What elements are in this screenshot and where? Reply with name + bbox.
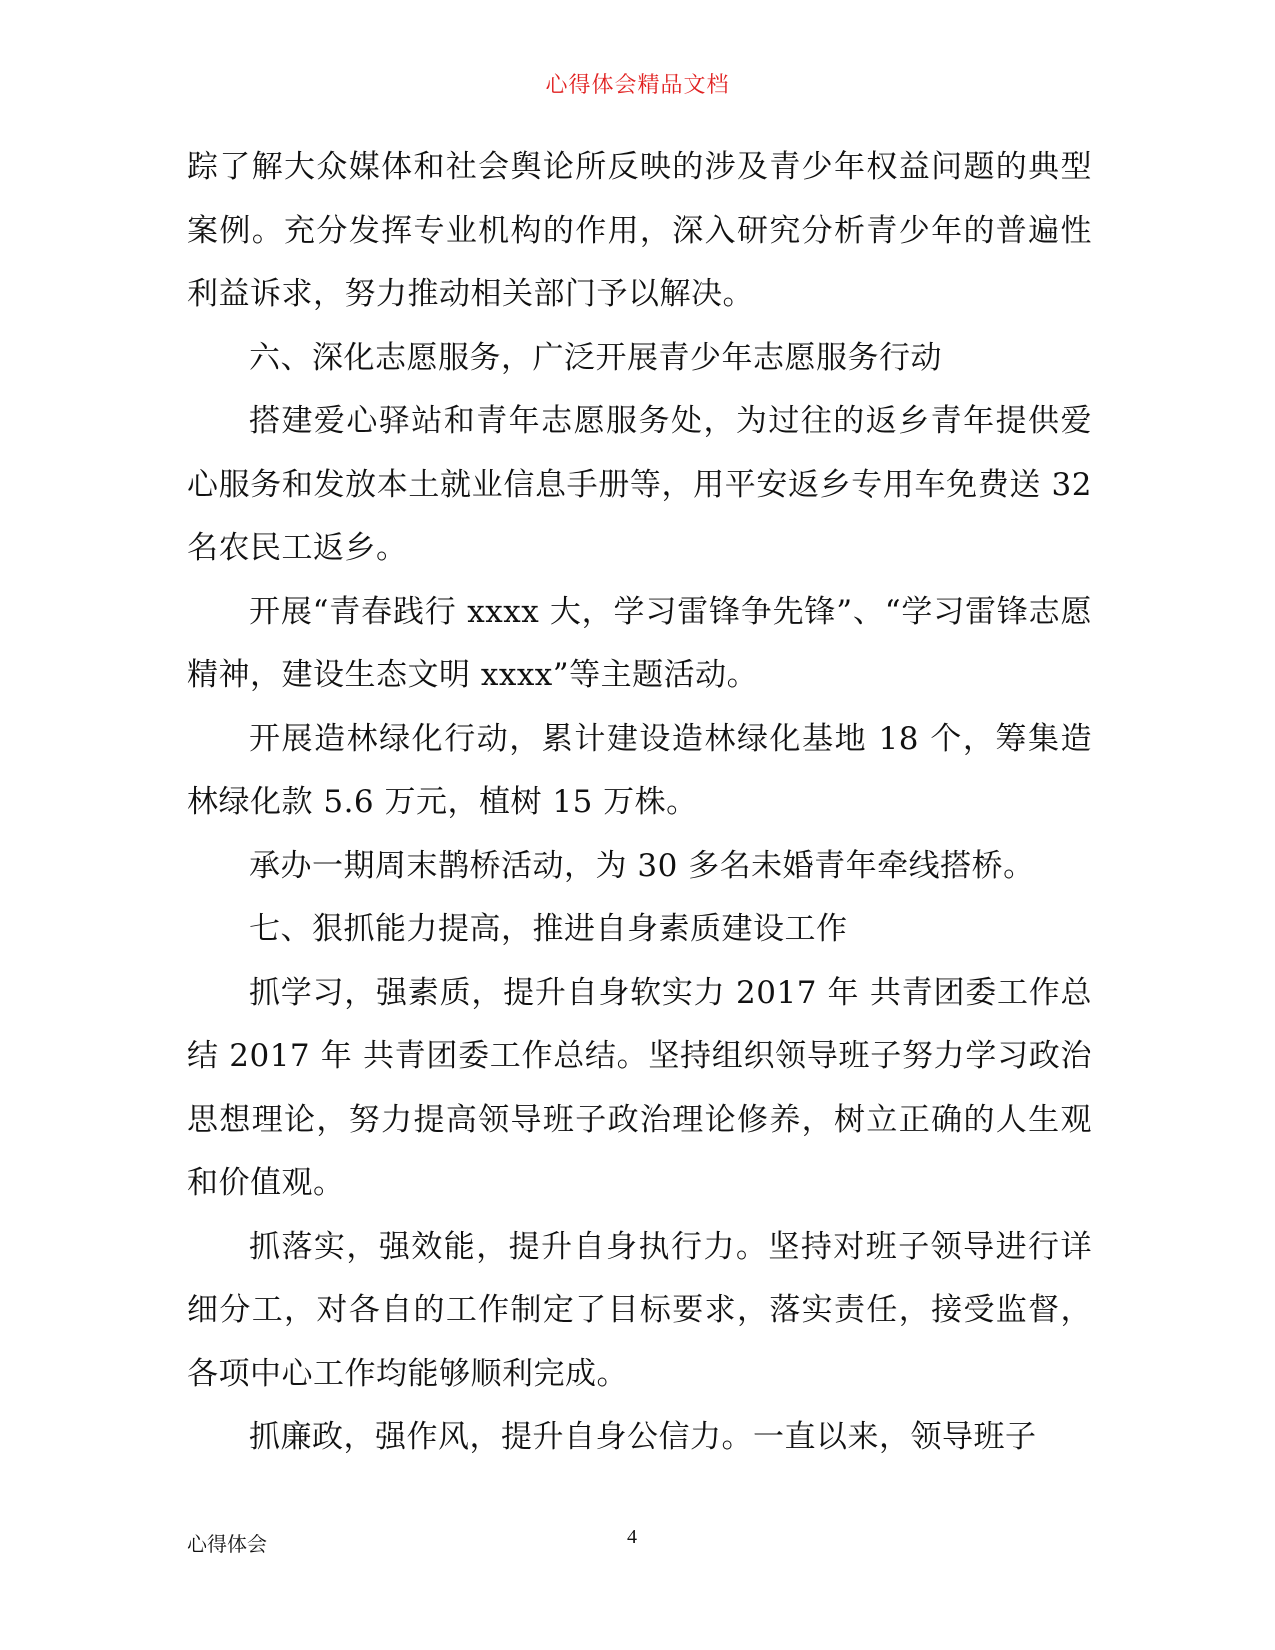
paragraph: 抓廉政，强作风，提升自身公信力。一直以来，领导班子 (249, 1419, 1037, 1455)
paragraph: 开展造林绿化行动，累计建设造林绿化基地 18 个，筹集造林绿化款 5.6 万元，植树 15 万株。 (187, 720, 1092, 820)
footer-label: 心得体会 (187, 1532, 267, 1556)
paragraph: 开展“青春践行 xxxx 大，学习雷锋争先锋”、“学习雷锋志愿精神，建设生态文明 xxxx”等主题活动。 (187, 593, 1092, 693)
document-header-title: 心得体会精品文档 (545, 73, 730, 98)
page-number: 4 (627, 1526, 637, 1548)
paragraph: 抓落实，强效能，提升自身执行力。坚持对班子领导进行详细分工，对各自的工作制定了目标要求，落实责任，接受监督，各项中心工作均能够顺利完成。 (187, 1228, 1092, 1392)
paragraph: 承办一期周末鹊桥活动，为 30 多名未婚青年牵线搭桥。 (249, 847, 1035, 884)
section-heading-six: 六、深化志愿服务，广泛开展青少年志愿服务行动 (249, 339, 942, 376)
section-heading-seven: 七、狠抓能力提高，推进自身素质建设工作 (249, 911, 848, 947)
paragraph: 抓学习，强素质，提升自身软实力 2017 年 共青团委工作总结 2017 年 共青团委工作总结。坚持组织领导班子努力学习政治思想理论，努力提高领导班子政治理论修养，树立正确的人生观和价值观。 (187, 974, 1092, 1201)
paragraph-continuation: 踪了解大众媒体和社会舆论所反映的涉及青少年权益问题的典型案例。充分发挥专业机构的作用，深入研究分析青少年的普遍性利益诉求，努力推动相关部门予以解决。 (187, 149, 1092, 312)
paragraph: 搭建爱心驿站和青年志愿服务处，为过往的返乡青年提供爱心服务和发放本土就业信息手册等，用平安返乡专用车免费送 32 名农民工返乡。 (187, 403, 1092, 566)
document-body (187, 136, 1092, 1470)
